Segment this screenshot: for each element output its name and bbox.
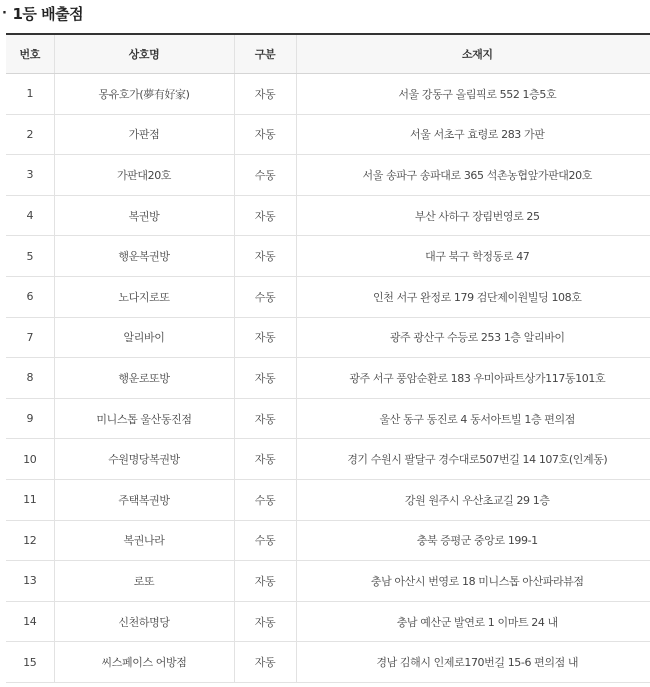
cell-type: 자동 [234, 601, 296, 642]
cell-no: 9 [6, 398, 54, 439]
table-row [6, 358, 650, 399]
cell-address: 광주 서구 풍암순환로 183 우미아파트상가117동101호 [296, 358, 650, 399]
cell-store-name: 노다지로또 [54, 276, 234, 317]
table-row [6, 155, 650, 196]
section-title-text: 1등 배출점 [12, 4, 84, 23]
cell-store-name: 가판점 [54, 114, 234, 155]
cell-store-name: 주택복권방 [54, 479, 234, 520]
cell-no: 14 [6, 601, 54, 642]
cell-address: 대구 북구 학정동로 47 [296, 236, 650, 277]
cell-store-name: 알리바이 [54, 317, 234, 358]
cell-store-name: 행운로또방 [54, 358, 234, 399]
winning-stores-table [6, 33, 650, 683]
header-store-name: 상호명 [54, 34, 234, 74]
cell-address: 서울 강동구 올림픽로 552 1층5호 [296, 74, 650, 115]
cell-type: 수동 [234, 155, 296, 196]
cell-no: 4 [6, 195, 54, 236]
cell-address: 충남 아산시 번영로 18 미니스톱 아산파라뷰점 [296, 561, 650, 602]
cell-no: 3 [6, 155, 54, 196]
cell-store-name: 몽유호가(夢有好家) [54, 74, 234, 115]
cell-store-name: 수원명당복권방 [54, 439, 234, 480]
cell-address: 강원 원주시 우산초교길 29 1층 [296, 479, 650, 520]
cell-no: 7 [6, 317, 54, 358]
cell-type: 수동 [234, 479, 296, 520]
cell-type: 자동 [234, 317, 296, 358]
cell-address: 경기 수원시 팔달구 경수대로507번길 14 107호(인계동) [296, 439, 650, 480]
cell-type: 자동 [234, 439, 296, 480]
cell-store-name: 복권방 [54, 195, 234, 236]
table-row [6, 479, 650, 520]
cell-address: 충남 예산군 발연로 1 이마트 24 내 [296, 601, 650, 642]
table-row [6, 601, 650, 642]
table-row [6, 439, 650, 480]
table-row [6, 74, 650, 115]
table-header [6, 34, 650, 74]
section-title [2, 0, 83, 26]
cell-store-name: 복권나라 [54, 520, 234, 561]
cell-store-name: 행운복권방 [54, 236, 234, 277]
header-no: 번호 [6, 34, 54, 74]
title-bullet: · [2, 5, 7, 21]
cell-no: 6 [6, 276, 54, 317]
cell-store-name: 씨스페이스 어방점 [54, 642, 234, 683]
cell-type: 자동 [234, 195, 296, 236]
cell-no: 15 [6, 642, 54, 683]
cell-no: 2 [6, 114, 54, 155]
cell-type: 자동 [234, 398, 296, 439]
table-row [6, 317, 650, 358]
cell-address: 인천 서구 완정로 179 검단제이원빌딩 108호 [296, 276, 650, 317]
cell-type: 자동 [234, 358, 296, 399]
cell-type: 자동 [234, 236, 296, 277]
cell-address: 경남 김해시 인제로170번길 15-6 편의점 내 [296, 642, 650, 683]
cell-no: 11 [6, 479, 54, 520]
table-row [6, 561, 650, 602]
cell-type: 자동 [234, 74, 296, 115]
table-body [6, 74, 650, 683]
cell-address: 광주 광산구 수등로 253 1층 알리바이 [296, 317, 650, 358]
table-row [6, 236, 650, 277]
cell-address: 서울 서초구 효령로 283 가판 [296, 114, 650, 155]
cell-no: 5 [6, 236, 54, 277]
header-address: 소재지 [296, 34, 650, 74]
cell-store-name: 로또 [54, 561, 234, 602]
cell-store-name: 미니스톱 울산동진점 [54, 398, 234, 439]
table-row [6, 520, 650, 561]
cell-address: 울산 동구 동진로 4 동서아트빌 1층 편의점 [296, 398, 650, 439]
cell-store-name: 가판대20호 [54, 155, 234, 196]
cell-no: 1 [6, 74, 54, 115]
cell-store-name: 신천하명당 [54, 601, 234, 642]
cell-address: 충북 증평군 중앙로 199-1 [296, 520, 650, 561]
cell-no: 8 [6, 358, 54, 399]
header-type: 구분 [234, 34, 296, 74]
cell-type: 자동 [234, 114, 296, 155]
table-row [6, 114, 650, 155]
cell-type: 자동 [234, 642, 296, 683]
cell-address: 서울 송파구 송파대로 365 석촌농협앞가판대20호 [296, 155, 650, 196]
table-row [6, 195, 650, 236]
table-row [6, 398, 650, 439]
table-header-row [6, 34, 650, 74]
cell-no: 13 [6, 561, 54, 602]
table-row [6, 642, 650, 683]
cell-no: 12 [6, 520, 54, 561]
cell-no: 10 [6, 439, 54, 480]
cell-address: 부산 사하구 장림번영로 25 [296, 195, 650, 236]
cell-type: 수동 [234, 520, 296, 561]
table-row [6, 276, 650, 317]
cell-type: 자동 [234, 561, 296, 602]
cell-type: 수동 [234, 276, 296, 317]
